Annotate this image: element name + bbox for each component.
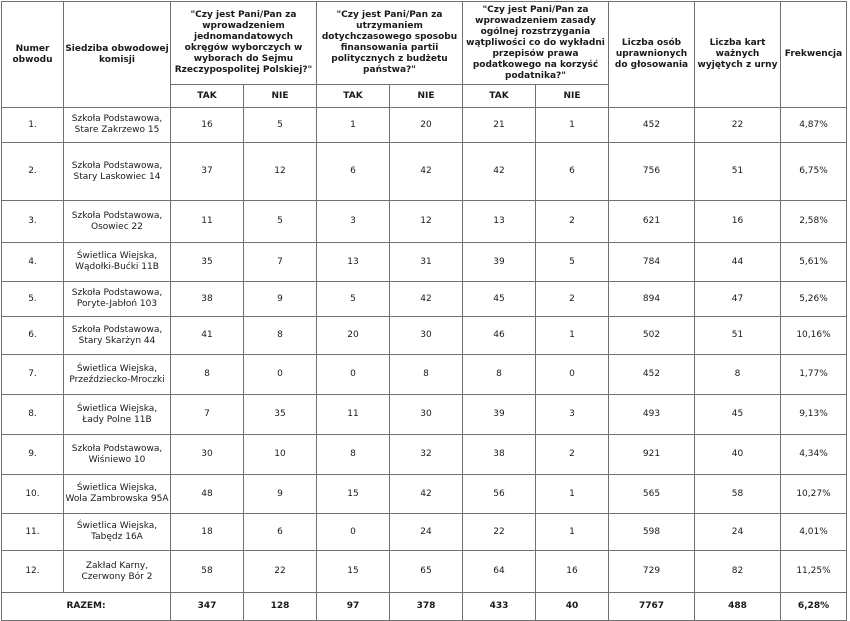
cell-row-number: 12. <box>2 551 64 593</box>
cell-q1-nie: 6 <box>244 514 317 551</box>
cell-uprawnionych: 621 <box>609 201 695 243</box>
cell-uprawnionych: 729 <box>609 551 695 593</box>
cell-q1-nie: 5 <box>244 108 317 143</box>
cell-uprawnionych: 598 <box>609 514 695 551</box>
cell-row-number: 9. <box>2 435 64 475</box>
cell-q1-nie: 10 <box>244 435 317 475</box>
table-row <box>2 551 847 593</box>
cell-q3-nie: 2 <box>536 282 609 317</box>
cell-q3-nie: 1 <box>536 475 609 514</box>
cell-q2-tak: 1 <box>317 108 390 143</box>
total-q1-nie: 128 <box>244 593 317 621</box>
cell-q2-tak: 13 <box>317 243 390 282</box>
cell-uprawnionych: 565 <box>609 475 695 514</box>
cell-frekwencja: 1,77% <box>781 355 847 395</box>
cell-q1-nie: 0 <box>244 355 317 395</box>
cell-karty: 16 <box>695 201 781 243</box>
total-uprawnionych: 7767 <box>609 593 695 621</box>
cell-karty: 51 <box>695 317 781 355</box>
cell-q3-tak: 8 <box>463 355 536 395</box>
cell-frekwencja: 10,16% <box>781 317 847 355</box>
table-row <box>2 317 847 355</box>
cell-frekwencja: 4,87% <box>781 108 847 143</box>
cell-row-number: 8. <box>2 395 64 435</box>
cell-row-place: Świetlica Wiejska, Wądołki-Bućki 11B <box>64 243 171 282</box>
table-row <box>2 475 847 514</box>
cell-q1-nie: 7 <box>244 243 317 282</box>
cell-q1-tak: 48 <box>171 475 244 514</box>
cell-q1-nie: 8 <box>244 317 317 355</box>
cell-q2-nie: 24 <box>390 514 463 551</box>
cell-row-place: Szkoła Podstawowa, Poryte-Jabłoń 103 <box>64 282 171 317</box>
total-karty: 488 <box>695 593 781 621</box>
header-karty: Liczba kart ważnych wyjętych z urny <box>695 2 781 108</box>
table-row <box>2 243 847 282</box>
cell-q3-tak: 38 <box>463 435 536 475</box>
cell-q3-tak: 42 <box>463 143 536 201</box>
cell-q2-tak: 5 <box>317 282 390 317</box>
cell-row-number: 10. <box>2 475 64 514</box>
cell-q3-tak: 13 <box>463 201 536 243</box>
total-q2-tak: 97 <box>317 593 390 621</box>
cell-karty: 47 <box>695 282 781 317</box>
cell-q3-tak: 21 <box>463 108 536 143</box>
cell-q3-tak: 56 <box>463 475 536 514</box>
cell-q3-nie: 0 <box>536 355 609 395</box>
cell-uprawnionych: 502 <box>609 317 695 355</box>
total-q3-nie: 40 <box>536 593 609 621</box>
cell-q2-tak: 11 <box>317 395 390 435</box>
cell-karty: 8 <box>695 355 781 395</box>
cell-karty: 58 <box>695 475 781 514</box>
cell-q2-tak: 6 <box>317 143 390 201</box>
cell-q2-nie: 12 <box>390 201 463 243</box>
total-q2-nie: 378 <box>390 593 463 621</box>
cell-frekwencja: 5,26% <box>781 282 847 317</box>
cell-q3-nie: 5 <box>536 243 609 282</box>
cell-q3-nie: 16 <box>536 551 609 593</box>
cell-q2-nie: 8 <box>390 355 463 395</box>
cell-q2-tak: 15 <box>317 551 390 593</box>
cell-q1-tak: 38 <box>171 282 244 317</box>
cell-row-place: Świetlica Wiejska, Wola Zambrowska 95A <box>64 475 171 514</box>
header-siedziba: Siedziba obwodowej komisji <box>64 2 171 108</box>
cell-q1-tak: 58 <box>171 551 244 593</box>
referendum-results-table <box>1 1 847 621</box>
cell-karty: 45 <box>695 395 781 435</box>
total-q1-tak: 347 <box>171 593 244 621</box>
cell-uprawnionych: 452 <box>609 108 695 143</box>
cell-uprawnionych: 452 <box>609 355 695 395</box>
cell-uprawnionych: 493 <box>609 395 695 435</box>
cell-row-place: Szkoła Podstawowa, Wiśniewo 10 <box>64 435 171 475</box>
cell-q2-tak: 20 <box>317 317 390 355</box>
cell-q2-nie: 20 <box>390 108 463 143</box>
cell-q2-nie: 65 <box>390 551 463 593</box>
header-uprawnionych: Liczba osób uprawnionych do głosowania <box>609 2 695 108</box>
cell-row-number: 6. <box>2 317 64 355</box>
cell-q1-tak: 11 <box>171 201 244 243</box>
cell-karty: 24 <box>695 514 781 551</box>
cell-row-number: 2. <box>2 143 64 201</box>
cell-row-number: 1. <box>2 108 64 143</box>
cell-q1-tak: 37 <box>171 143 244 201</box>
cell-uprawnionych: 756 <box>609 143 695 201</box>
header-numer-obwodu: Numer obwodu <box>2 2 64 108</box>
cell-row-place: Szkoła Podstawowa, Stary Skarżyn 44 <box>64 317 171 355</box>
total-frekwencja: 6,28% <box>781 593 847 621</box>
cell-q1-tak: 18 <box>171 514 244 551</box>
cell-q3-nie: 6 <box>536 143 609 201</box>
header-q1-nie: NIE <box>244 85 317 108</box>
cell-q3-tak: 39 <box>463 395 536 435</box>
cell-q2-nie: 32 <box>390 435 463 475</box>
cell-q3-tak: 22 <box>463 514 536 551</box>
cell-q3-tak: 39 <box>463 243 536 282</box>
cell-q2-tak: 3 <box>317 201 390 243</box>
cell-q1-tak: 35 <box>171 243 244 282</box>
cell-q2-nie: 30 <box>390 395 463 435</box>
cell-row-place: Szkoła Podstawowa, Osowiec 22 <box>64 201 171 243</box>
cell-q3-nie: 2 <box>536 201 609 243</box>
cell-q1-tak: 7 <box>171 395 244 435</box>
table-row <box>2 143 847 201</box>
cell-q2-tak: 0 <box>317 514 390 551</box>
header-q3-nie: NIE <box>536 85 609 108</box>
cell-q1-nie: 5 <box>244 201 317 243</box>
cell-q3-tak: 64 <box>463 551 536 593</box>
header-question-1: "Czy jest Pani/Pan za wprowadzeniem jednomandatowych okręgów wyborczych w wyborach do Sejmu Rzeczypospolitej Polskiej?" <box>171 2 317 85</box>
cell-q2-nie: 31 <box>390 243 463 282</box>
totals-label: RAZEM: <box>2 593 171 621</box>
cell-frekwencja: 10,27% <box>781 475 847 514</box>
cell-row-place: Zakład Karny, Czerwony Bór 2 <box>64 551 171 593</box>
cell-q3-tak: 45 <box>463 282 536 317</box>
header-q1-tak: TAK <box>171 85 244 108</box>
cell-q3-nie: 1 <box>536 317 609 355</box>
cell-row-place: Szkoła Podstawowa, Stary Laskowiec 14 <box>64 143 171 201</box>
table-row <box>2 435 847 475</box>
cell-karty: 51 <box>695 143 781 201</box>
cell-q3-tak: 46 <box>463 317 536 355</box>
cell-q1-nie: 35 <box>244 395 317 435</box>
header-q3-tak: TAK <box>463 85 536 108</box>
cell-row-number: 11. <box>2 514 64 551</box>
cell-frekwencja: 4,01% <box>781 514 847 551</box>
cell-row-number: 5. <box>2 282 64 317</box>
cell-q1-nie: 12 <box>244 143 317 201</box>
cell-q2-tak: 0 <box>317 355 390 395</box>
cell-row-place: Świetlica Wiejska, Łady Polne 11B <box>64 395 171 435</box>
cell-q2-nie: 42 <box>390 282 463 317</box>
cell-karty: 82 <box>695 551 781 593</box>
cell-row-place: Szkoła Podstawowa, Stare Zakrzewo 15 <box>64 108 171 143</box>
cell-frekwencja: 9,13% <box>781 395 847 435</box>
cell-frekwencja: 5,61% <box>781 243 847 282</box>
cell-q3-nie: 3 <box>536 395 609 435</box>
table-row <box>2 201 847 243</box>
cell-q3-nie: 1 <box>536 514 609 551</box>
cell-q2-nie: 30 <box>390 317 463 355</box>
cell-q1-tak: 16 <box>171 108 244 143</box>
cell-q1-tak: 8 <box>171 355 244 395</box>
cell-row-place: Świetlica Wiejska, Przeździecko-Mroczki <box>64 355 171 395</box>
table-row <box>2 282 847 317</box>
cell-q1-nie: 22 <box>244 551 317 593</box>
header-question-3: "Czy jest Pani/Pan za wprowadzeniem zasady ogólnej rozstrzygania wątpliwości co do wykładni przepisów prawa podatkowego na korzyść podatnika?" <box>463 2 609 85</box>
total-q3-tak: 433 <box>463 593 536 621</box>
cell-uprawnionych: 921 <box>609 435 695 475</box>
cell-frekwencja: 2,58% <box>781 201 847 243</box>
cell-row-place: Świetlica Wiejska, Tabędz 16A <box>64 514 171 551</box>
table-row <box>2 108 847 143</box>
header-q2-nie: NIE <box>390 85 463 108</box>
cell-karty: 22 <box>695 108 781 143</box>
cell-q1-nie: 9 <box>244 475 317 514</box>
table-row <box>2 395 847 435</box>
cell-frekwencja: 11,25% <box>781 551 847 593</box>
cell-q2-nie: 42 <box>390 143 463 201</box>
table-row <box>2 355 847 395</box>
cell-q2-tak: 8 <box>317 435 390 475</box>
cell-q1-tak: 41 <box>171 317 244 355</box>
table-body <box>2 108 847 593</box>
table-row <box>2 514 847 551</box>
header-q2-tak: TAK <box>317 85 390 108</box>
cell-q3-nie: 1 <box>536 108 609 143</box>
cell-row-number: 4. <box>2 243 64 282</box>
cell-q2-tak: 15 <box>317 475 390 514</box>
cell-uprawnionych: 894 <box>609 282 695 317</box>
totals-row <box>2 593 847 621</box>
cell-q1-tak: 30 <box>171 435 244 475</box>
header-frekwencja: Frekwencja <box>781 2 847 108</box>
cell-row-number: 3. <box>2 201 64 243</box>
cell-q3-nie: 2 <box>536 435 609 475</box>
cell-frekwencja: 6,75% <box>781 143 847 201</box>
cell-q1-nie: 9 <box>244 282 317 317</box>
cell-uprawnionych: 784 <box>609 243 695 282</box>
cell-q2-nie: 42 <box>390 475 463 514</box>
cell-row-number: 7. <box>2 355 64 395</box>
cell-karty: 40 <box>695 435 781 475</box>
cell-karty: 44 <box>695 243 781 282</box>
header-question-2: "Czy jest Pani/Pan za utrzymaniem dotychczasowego sposobu finansowania partii politycznych z budżetu państwa?" <box>317 2 463 85</box>
cell-frekwencja: 4,34% <box>781 435 847 475</box>
